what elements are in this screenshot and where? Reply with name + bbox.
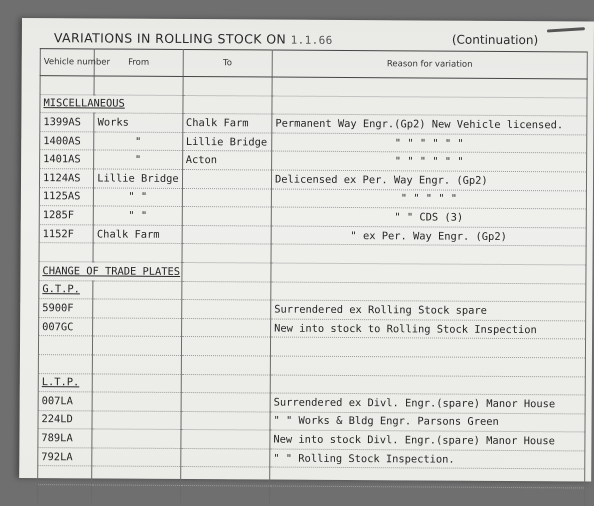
to-cell xyxy=(181,318,271,337)
to-cell xyxy=(181,300,271,319)
title-text: VARIATIONS IN ROLLING STOCK ON xyxy=(53,30,287,47)
vehicle-number: 1124AS xyxy=(39,169,93,188)
reason-cell: " ex Per. Way Engr. (Gp2) xyxy=(271,226,586,247)
to-cell: Chalk Farm xyxy=(182,114,272,133)
document-page xyxy=(19,18,594,481)
from-cell: Lillie Bridge xyxy=(94,169,182,188)
reason-cell: Surrendered ex Divl. Engr.(spare) Manor House xyxy=(270,393,585,414)
from-cell: " xyxy=(94,150,182,169)
reason-cell: Surrendered ex Rolling Stock spare xyxy=(271,300,586,321)
vehicle-number: 1125AS xyxy=(39,187,93,206)
to-cell xyxy=(182,207,272,226)
col-header-to: To xyxy=(183,49,273,77)
to-cell: Lillie Bridge xyxy=(182,132,272,151)
to-cell xyxy=(180,448,270,467)
reason-cell: " " " " " " xyxy=(272,133,587,154)
from-cell xyxy=(93,299,181,318)
vehicle-number: 1401AS xyxy=(40,150,94,169)
vehicle-number: 5900F xyxy=(39,299,93,318)
vehicle-number: 1399AS xyxy=(40,113,94,132)
to-cell: Acton xyxy=(182,151,272,170)
from-cell xyxy=(92,429,180,448)
reason-cell: New into stock Divl. Engr.(spare) Manor House xyxy=(270,430,585,451)
col-header-reason: Reason for variation xyxy=(272,50,587,79)
title-date: 1.1.66 xyxy=(290,33,333,47)
from-cell xyxy=(93,318,181,337)
section-heading: MISCELLANEOUS xyxy=(40,94,183,113)
table-header-row xyxy=(40,49,587,79)
to-cell xyxy=(180,430,270,449)
pen-mark xyxy=(547,27,585,32)
vehicle-number: 789LA xyxy=(38,429,92,448)
reason-cell: " " Works & Bldg Engr. Parsons Green xyxy=(270,412,585,433)
variations-table xyxy=(37,48,588,506)
col-header-vehicle: Vehicle number xyxy=(40,49,94,76)
page-title xyxy=(54,30,333,47)
from-cell: Works xyxy=(94,113,182,132)
from-cell xyxy=(92,448,180,467)
from-cell xyxy=(92,411,180,430)
section-heading: G.T.P. xyxy=(39,280,93,299)
vehicle-number: 792LA xyxy=(38,447,92,466)
from-cell: " xyxy=(94,132,182,151)
vehicle-number: 1285F xyxy=(39,206,93,225)
vehicle-number: 007LA xyxy=(38,392,92,411)
from-cell: Chalk Farm xyxy=(93,225,181,244)
from-cell xyxy=(92,392,180,411)
reason-cell: Delicensed ex Per. Way Engr. (Gp2) xyxy=(271,170,586,191)
col-header-from: From xyxy=(94,49,182,77)
vehicle-number: 224LD xyxy=(38,410,92,429)
reason-cell: " " CDS (3) xyxy=(271,207,586,228)
from-cell: " " xyxy=(94,206,182,225)
section-heading: CHANGE OF TRADE PLATES xyxy=(39,262,182,281)
to-cell xyxy=(182,169,272,188)
reason-cell: " " Rolling Stock Inspection. xyxy=(270,449,585,470)
vehicle-number: 1152F xyxy=(39,224,93,243)
reason-cell: Permanent Way Engr.(Gp2) New Vehicle licensed. xyxy=(272,114,587,135)
section-heading: L.T.P. xyxy=(38,373,92,392)
continuation-label: (Continuation) xyxy=(451,32,539,48)
reason-cell: " " " " " " xyxy=(272,151,587,172)
reason-cell: New into stock to Rolling Stock Inspection xyxy=(271,319,586,340)
to-cell xyxy=(182,225,272,244)
to-cell xyxy=(181,411,271,430)
vehicle-number: 1400AS xyxy=(40,131,94,150)
to-cell xyxy=(181,393,271,412)
from-cell: " " xyxy=(94,188,182,207)
table-row xyxy=(38,485,585,506)
reason-cell: " " " " " xyxy=(271,189,586,210)
vehicle-number: 007GC xyxy=(39,317,93,336)
to-cell xyxy=(182,188,272,207)
